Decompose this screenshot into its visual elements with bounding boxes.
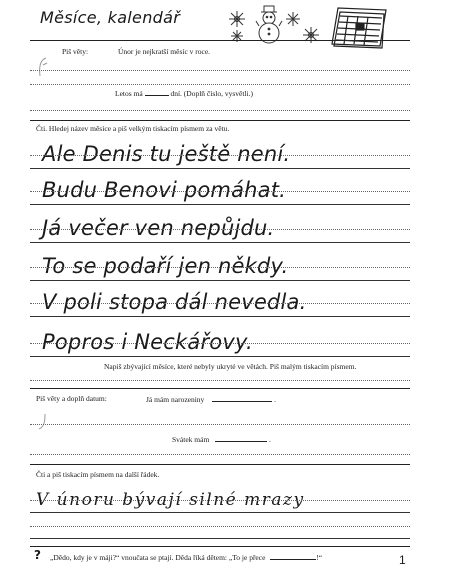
- birthday-blank[interactable]: [212, 394, 272, 402]
- guide-line: [30, 303, 410, 304]
- handwriting-start-mark: [36, 412, 50, 432]
- snowflake-icon: [302, 26, 320, 44]
- snowman-icon: [256, 6, 282, 44]
- nameday-text: Svátek mám: [172, 435, 210, 444]
- writing-line: [30, 424, 410, 425]
- calendar-icon: [328, 4, 390, 48]
- base-line: [30, 280, 410, 281]
- riddle-text: „Dědo, kdy je v máji?“ vnoučata se ptají. Děda říká dětem: „To je přece: [50, 553, 266, 562]
- guide-line: [30, 191, 410, 192]
- letos-line: [115, 88, 253, 98]
- piste-vety-label: Piš věty:: [62, 47, 89, 56]
- snowflake-icon: [228, 10, 246, 28]
- date-instruction: Piš věty a doplň datum:: [36, 394, 107, 403]
- base-line: [30, 204, 410, 205]
- guide-line: [30, 526, 410, 527]
- guide-line: [30, 229, 410, 230]
- guide-line: [30, 267, 410, 268]
- period: .: [274, 395, 276, 404]
- writing-line: [30, 380, 410, 381]
- header-rule: [30, 40, 410, 41]
- sentence-4: To se podaří jen někdy.: [42, 254, 289, 278]
- nameday-blank[interactable]: [215, 434, 267, 442]
- footer-riddle: [50, 552, 322, 562]
- base-line: [30, 168, 410, 169]
- snowflake-icon: [286, 12, 300, 26]
- page-number: 1: [399, 553, 406, 567]
- section-rule: [30, 464, 410, 465]
- instruction-copy: Čti a piš tiskacím písmem na další řádek.: [36, 470, 160, 479]
- birthday-text: Já mám narozeniny: [146, 395, 205, 404]
- letos-prefix: Letos má: [115, 89, 143, 98]
- guide-line: [30, 500, 410, 501]
- base-line: [30, 242, 410, 243]
- birthday-line: [146, 394, 276, 404]
- handwriting-start-mark: [36, 56, 50, 78]
- letos-suffix: dní. (Doplň číslo, vysvětli.): [170, 89, 253, 98]
- instruction-remaining-months: Napiš zbývající měsíce, které nebyly ukryté ve větách. Piš malým tiskacím písmem.: [104, 362, 357, 371]
- section-rule: [30, 388, 410, 389]
- base-line: [30, 316, 410, 317]
- question-mark-icon: ?: [34, 548, 41, 562]
- riddle-closing: !“: [316, 553, 323, 562]
- sentence-5: V poli stopa dál nevedla.: [42, 290, 307, 314]
- writing-line: [30, 110, 410, 111]
- base-line: [30, 512, 410, 513]
- sentence-6: Popros i Neckářovy.: [42, 330, 253, 354]
- period: .: [269, 435, 271, 444]
- sentence-text: Únor je nejkratší měsíc v roce.: [118, 47, 211, 56]
- writing-line: [30, 70, 410, 71]
- section-rule: [30, 546, 410, 547]
- sentence-3: Já večer ven nepůjdu.: [42, 216, 275, 240]
- sentence-2: Budu Benovi pomáhat.: [42, 178, 287, 202]
- sentence-1: Ale Denis tu ještě není.: [42, 142, 291, 166]
- cursive-sentence: V únoru bývají silné mrazy: [36, 490, 305, 510]
- riddle-blank[interactable]: [270, 552, 316, 560]
- instruction-find-month: Čti. Hledej název měsíce a piš velkým tiskacím písmem za větu.: [36, 124, 230, 133]
- base-line: [30, 356, 410, 357]
- writing-line: [30, 454, 410, 455]
- base-line: [30, 538, 410, 539]
- section-rule: [30, 120, 410, 121]
- nameday-line: [172, 434, 271, 444]
- guide-line: [30, 343, 410, 344]
- page-title: Měsíce, kalendář: [40, 8, 181, 27]
- number-blank[interactable]: [145, 88, 169, 96]
- guide-line: [30, 155, 410, 156]
- writing-line: [30, 84, 410, 85]
